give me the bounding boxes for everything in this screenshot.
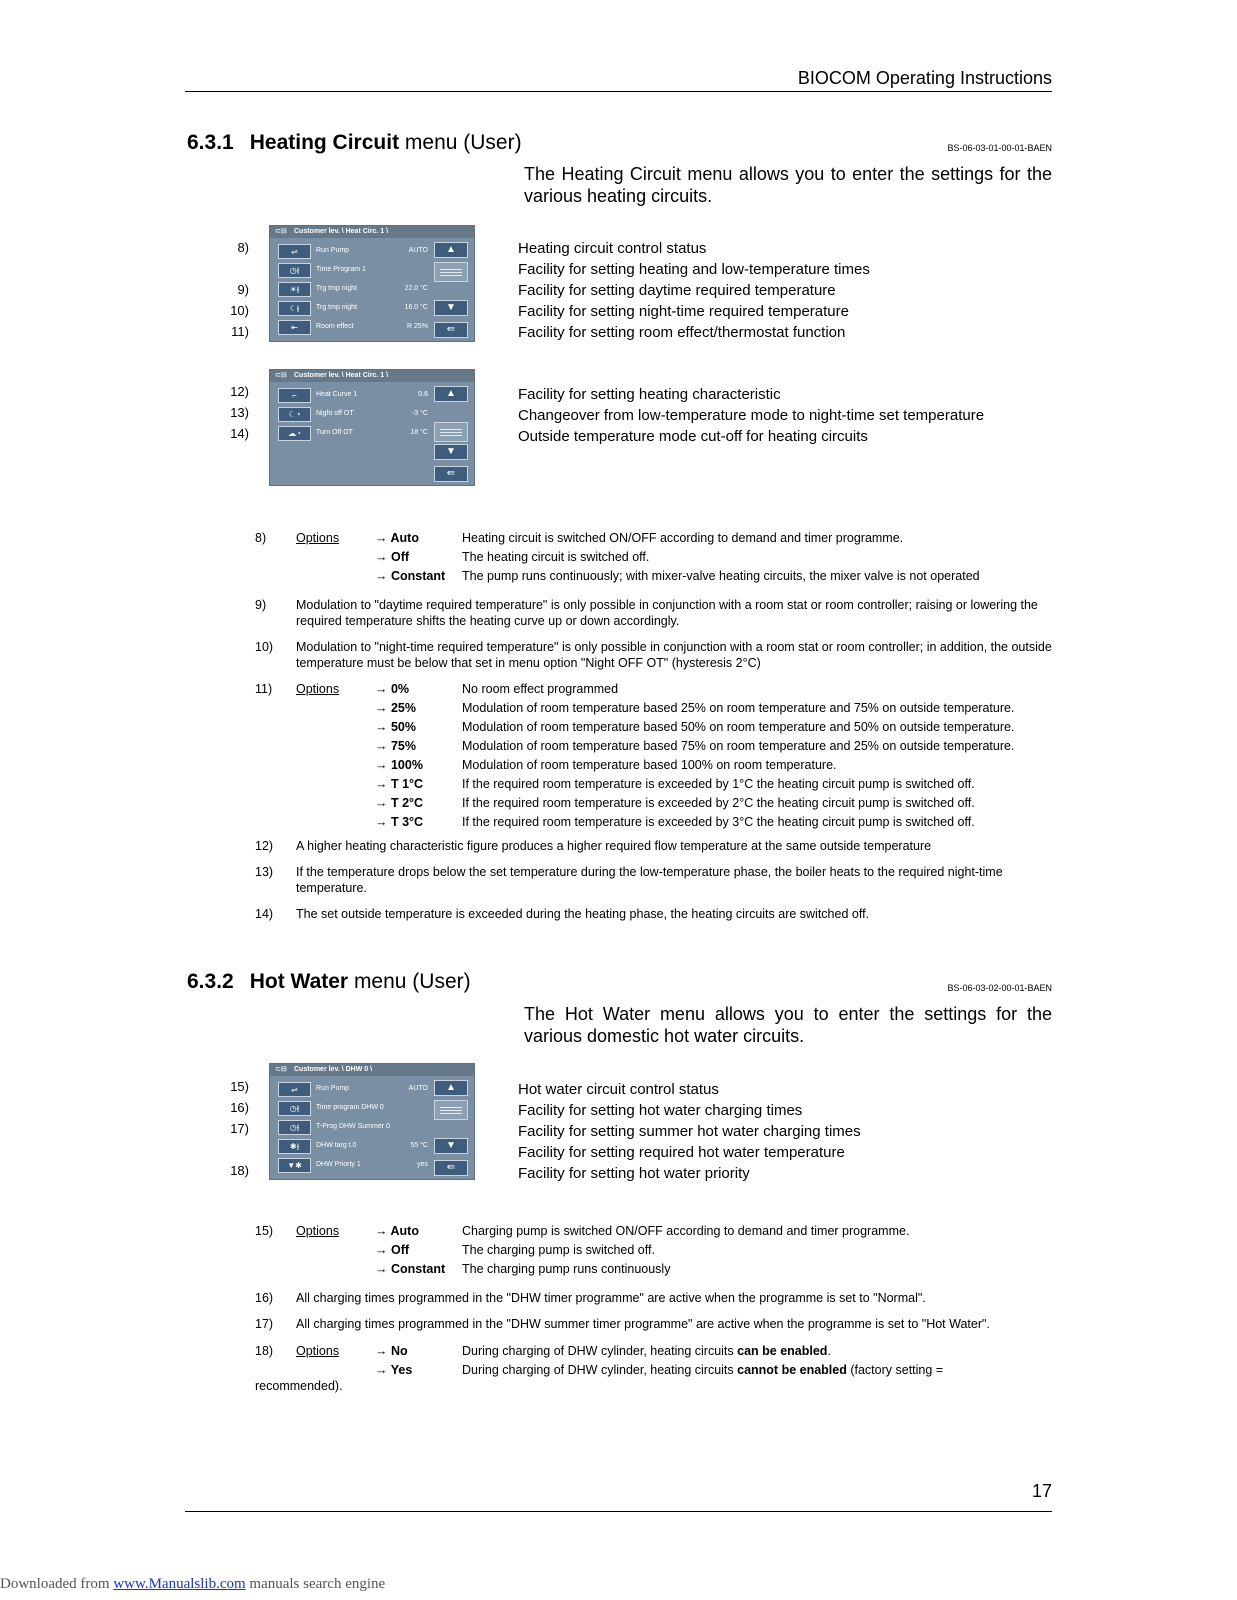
- option-desc: Charging pump is switched ON/OFF according to demand and timer programme.: [462, 1224, 910, 1238]
- download-suffix: manuals search engine: [245, 1576, 386, 1592]
- panel-row-label: Turn Off OT: [316, 429, 353, 436]
- note-text: If the temperature drops below the set temperature during the low-temperature phase, the boiler heats to the required night-time temperature.: [296, 865, 1003, 895]
- panel-row-value: R 25%: [406, 323, 428, 330]
- note-text: All charging times programmed in the "DHW summer timer programme" are active when the programme is set to "Hot Water".: [296, 1317, 990, 1331]
- note-number: 16): [255, 1291, 274, 1305]
- option-key: → 75%: [375, 739, 416, 753]
- section-title-hot-water: [187, 970, 471, 994]
- moon-gauge-icon: ☾◔: [278, 407, 311, 422]
- option-desc: If the required room temperature is exceeded by 3°C the heating circuit pump is switched off.: [462, 815, 975, 829]
- panel-row-time-program[interactable]: [278, 263, 428, 279]
- note-15: [255, 1223, 1055, 1279]
- note-12: [255, 838, 1055, 854]
- callout-text: Facility for setting heating characteristic: [518, 386, 781, 403]
- option-desc: Modulation of room temperature based 25% on room temperature and 75% on outside temperature.: [462, 701, 1015, 715]
- note-text: All charging times programmed in the "DHW timer programme" are active when the programme is set to "Normal".: [296, 1291, 926, 1305]
- panel-title-bar: [270, 370, 474, 382]
- clock-icon: ◷⫲: [278, 263, 311, 278]
- panel-title: Customer lev. \ Heat Circ. 1 \: [294, 228, 389, 235]
- section-number: 6.3.1: [187, 131, 234, 154]
- section-intro: The Hot Water menu allows you to enter the settings for the various domestic hot water circuits.: [524, 1004, 1052, 1046]
- section-number: 6.3.2: [187, 970, 234, 993]
- option-desc-wrap: recommended).: [255, 1379, 343, 1393]
- panel-row-value: AUTO: [408, 1085, 428, 1092]
- panel-row-dhw-priority[interactable]: [278, 1158, 428, 1174]
- panel-row-label: T-Prog DHW Summer 0: [316, 1123, 390, 1130]
- section-title-heating-circuit: [187, 131, 522, 155]
- callout-number: 12): [230, 384, 249, 399]
- heating-circuit-panel-2: [269, 369, 475, 486]
- option-key: → Constant: [375, 569, 446, 583]
- option-desc: The charging pump is switched off.: [462, 1243, 655, 1257]
- note-14: [255, 906, 1055, 922]
- download-notice: [0, 1576, 385, 1593]
- cloud-gauge-icon: ☁◔: [278, 426, 311, 441]
- option-desc: No room effect programmed: [462, 682, 619, 696]
- panel-title: Customer lev. \ Heat Circ. 1 \: [294, 372, 389, 379]
- option-key: → T 3°C: [375, 815, 424, 829]
- callout-text: Changeover from low-temperature mode to night-time set temperature: [518, 407, 985, 424]
- section-bold-title: Heating Circuit: [249, 131, 400, 154]
- option-desc: Modulation of room temperature based 50% on room temperature and 50% on outside temperature.: [462, 720, 1015, 734]
- panel-title-bar: [270, 226, 474, 238]
- section-intro: The Heating Circuit menu allows you to enter the settings for the various heating circuits.: [524, 164, 1052, 206]
- panel-row-target-temp-night[interactable]: [278, 301, 428, 317]
- callout-number: 16): [230, 1100, 249, 1115]
- option-desc-yes: During charging of DHW cylinder, heating circuits cannot be enabled (factory setting =: [462, 1363, 944, 1377]
- moon-thermometer-icon: ☾⫲: [278, 301, 311, 316]
- note-number: 18): [255, 1344, 274, 1358]
- callout-number: 13): [230, 405, 249, 420]
- callout-number: 18): [230, 1163, 249, 1178]
- note-number: 11): [255, 682, 273, 696]
- panel-row-value: 0.6: [418, 391, 428, 398]
- note-text: A higher heating characteristic figure produces a higher required flow temperature at the same outside temperature: [296, 839, 932, 853]
- panel-row-value: 16.0 °C: [404, 304, 428, 311]
- panel-row-value: 18 °C: [410, 429, 428, 436]
- pump-icon: ⇌: [278, 1082, 311, 1097]
- option-desc: Heating circuit is switched ON/OFF according to demand and timer programme.: [462, 531, 904, 545]
- callout-text: Facility for setting room effect/thermostat function: [518, 324, 846, 341]
- panel-row-night-off-ot[interactable]: [278, 407, 428, 423]
- callout-text: Facility for setting heating and low-temperature times: [518, 261, 870, 278]
- callout-text: Hot water circuit control status: [518, 1081, 719, 1098]
- option-key: → Auto: [375, 1224, 419, 1238]
- panel-row-label: Night off OT: [316, 410, 354, 417]
- callout-number: 14): [230, 426, 249, 441]
- option-key: → 25%: [375, 701, 416, 715]
- option-desc-no: During charging of DHW cylinder, heating circuits can be enabled.: [462, 1344, 831, 1358]
- option-key: → Constant: [375, 1262, 446, 1276]
- scroll-down-button[interactable]: ▼: [434, 1138, 468, 1154]
- callout-text: Facility for setting hot water priority: [518, 1165, 750, 1182]
- panel-row-value: AUTO: [408, 247, 428, 254]
- note-number: 13): [255, 865, 274, 879]
- section-bold-title: Hot Water: [249, 970, 349, 993]
- note-10: [255, 639, 1055, 671]
- option-key: → 0%: [375, 682, 410, 696]
- callout-number: 11): [231, 324, 249, 339]
- note-13: [255, 864, 1055, 896]
- manualslib-link[interactable]: www.Manualslib.com: [113, 1576, 246, 1592]
- options-label: Options: [296, 682, 340, 696]
- note-18: [255, 1343, 1055, 1399]
- scroll-up-button[interactable]: ▲: [434, 242, 468, 258]
- back-button[interactable]: ⇚: [434, 322, 468, 338]
- option-key: → T 2°C: [375, 796, 424, 810]
- priority-icon: ▼✱: [278, 1158, 311, 1173]
- note-number: 15): [255, 1224, 274, 1238]
- panel-row-target-temp-day[interactable]: [278, 282, 428, 298]
- section-code: BS-06-03-01-00-01-BAEN: [947, 143, 1052, 153]
- note-number: 10): [255, 640, 274, 654]
- panel-row-value: yes: [417, 1161, 428, 1168]
- footer-rule: [185, 1511, 1052, 1512]
- note-text: The set outside temperature is exceeded during the heating phase, the heating circuits are switched off.: [296, 907, 870, 921]
- option-key: → Yes: [375, 1363, 413, 1377]
- callout-text: Facility for setting summer hot water charging times: [518, 1123, 861, 1140]
- callout-text: Heating circuit control status: [518, 240, 707, 257]
- callout-number: 10): [230, 303, 249, 318]
- scrollbar[interactable]: [434, 262, 468, 282]
- callout-number: 9): [237, 282, 249, 297]
- options-label: Options: [296, 531, 340, 545]
- panel-title-bar: [270, 1064, 474, 1076]
- note-text: Modulation to "night-time required temperature" is only possible in conjunction with a room stat or room controller; in addition, the outside temperature must be below that set in menu option "Night OFF OT" (hysteresis 2°C): [296, 640, 1052, 670]
- note-9: [255, 597, 1055, 629]
- callout-text: Outside temperature mode cut-off for heating circuits: [518, 428, 868, 445]
- scroll-up-button[interactable]: ▲: [434, 386, 468, 402]
- clock-icon: ◷⫲: [278, 1101, 311, 1116]
- note-text: Modulation to "daytime required temperature" is only possible in conjunction with a room stat or room controller; raising or lowering the required temperature shifts the heating curve up or down accordingly.: [296, 598, 1038, 628]
- panel-row-label: Time program DHW 0: [316, 1104, 384, 1111]
- panel-row-label: DHW targ t.0: [316, 1142, 357, 1149]
- section-title-rest: menu (User): [348, 970, 471, 993]
- panel-row-label: Run Pump: [316, 1085, 350, 1092]
- panel-row-heat-curve[interactable]: [278, 388, 428, 404]
- scroll-down-button[interactable]: ▼: [434, 444, 468, 460]
- panel-row-label: Heat Curve 1: [316, 391, 358, 398]
- option-key: → 50%: [375, 720, 416, 734]
- panel-row-label: DHW Priorty 1: [316, 1161, 361, 1168]
- download-prefix: Downloaded from: [0, 1576, 114, 1592]
- panel-row-value: -3 °C: [411, 410, 428, 417]
- back-button[interactable]: ⇚: [434, 1160, 468, 1176]
- option-key: → Auto: [375, 531, 419, 545]
- callout-number: 8): [237, 240, 249, 255]
- menu-logo-icon: ⊂⊟: [275, 228, 287, 235]
- option-key: → No: [375, 1344, 408, 1358]
- tap-thermometer-icon: ✱⫲: [278, 1139, 311, 1154]
- option-key: → 100%: [375, 758, 423, 772]
- note-number: 8): [255, 531, 267, 545]
- menu-logo-icon: ⊂⊟: [275, 1066, 287, 1073]
- option-key: → Off: [375, 550, 410, 564]
- option-desc: If the required room temperature is exceeded by 1°C the heating circuit pump is switched off.: [462, 777, 975, 791]
- callout-text: Facility for setting hot water charging times: [518, 1102, 803, 1119]
- option-desc: The charging pump runs continuously: [462, 1262, 671, 1276]
- panel-row-dhw-target[interactable]: [278, 1139, 428, 1155]
- option-key: → T 1°C: [375, 777, 424, 791]
- options-label: Options: [296, 1224, 340, 1238]
- panel-row-run-pump[interactable]: [278, 244, 428, 260]
- back-button[interactable]: ⇚: [434, 466, 468, 482]
- panel-row-label: Trg tmp night: [316, 304, 357, 311]
- panel-row-label: Run Pump: [316, 247, 350, 254]
- note-16: [255, 1290, 1055, 1306]
- panel-row-label: Time Program 1: [316, 266, 366, 273]
- scroll-down-button[interactable]: ▼: [434, 300, 468, 316]
- panel-row-time-program-dhw[interactable]: [278, 1101, 428, 1117]
- panel-row-label: Room effect: [316, 323, 354, 330]
- menu-logo-icon: ⊂⊟: [275, 372, 287, 379]
- note-number: 17): [255, 1317, 274, 1331]
- callout-number: 17): [230, 1121, 249, 1136]
- callout-text: Facility for setting required hot water temperature: [518, 1144, 845, 1161]
- sun-thermometer-icon: ☀⫲: [278, 282, 311, 297]
- note-number: 12): [255, 839, 274, 853]
- panel-row-value: 55 °C: [410, 1142, 428, 1149]
- hot-water-panel: [269, 1063, 475, 1180]
- document-header-title: BIOCOM Operating Instructions: [797, 68, 1052, 88]
- panel-title: Customer lev. \ DHW 0 \: [294, 1066, 373, 1073]
- panel-row-label: Trg tmp night: [316, 285, 357, 292]
- callout-number: 15): [230, 1079, 249, 1094]
- section-code: BS-06-03-02-00-01-BAEN: [947, 983, 1052, 993]
- note-11: [255, 681, 1055, 831]
- option-desc: If the required room temperature is exceeded by 2°C the heating circuit pump is switched off.: [462, 796, 975, 810]
- heating-circuit-panel-1: [269, 225, 475, 342]
- callout-text: Facility for setting night-time required temperature: [518, 303, 849, 320]
- pump-icon: ⇌: [278, 244, 311, 259]
- panel-row-room-effect[interactable]: [278, 320, 428, 336]
- scroll-up-button[interactable]: ▲: [434, 1080, 468, 1096]
- option-key: → Off: [375, 1243, 410, 1257]
- panel-row-value: 22.0 °C: [404, 285, 428, 292]
- option-desc: Modulation of room temperature based 75% on room temperature and 25% on outside temperature.: [462, 739, 1015, 753]
- option-desc: The pump runs continuously; with mixer-valve heating circuits, the mixer valve is not operated: [462, 569, 980, 583]
- note-number: 9): [255, 598, 267, 612]
- note-8: [255, 530, 1055, 586]
- section-title-rest: menu (User): [399, 131, 522, 154]
- clock-icon: ◷⫲: [278, 1120, 311, 1135]
- callout-text: Facility for setting daytime required temperature: [518, 282, 836, 299]
- scrollbar[interactable]: [434, 1100, 468, 1120]
- header-rule: [185, 91, 1052, 92]
- note-number: 14): [255, 907, 274, 921]
- options-label: Options: [296, 1344, 340, 1358]
- panel-row-summer-program[interactable]: [278, 1120, 428, 1136]
- option-desc: Modulation of room temperature based 100% on room temperature.: [462, 758, 837, 772]
- room-effect-icon: ⇤: [278, 320, 311, 335]
- option-desc: The heating circuit is switched off.: [462, 550, 650, 564]
- note-17: [255, 1316, 1055, 1332]
- page-number: 17: [1031, 1481, 1052, 1501]
- scrollbar[interactable]: [434, 422, 468, 442]
- panel-row-turn-off-ot[interactable]: [278, 426, 428, 442]
- heat-curve-icon: ⌐: [278, 388, 311, 403]
- panel-row-run-pump[interactable]: [278, 1082, 428, 1098]
